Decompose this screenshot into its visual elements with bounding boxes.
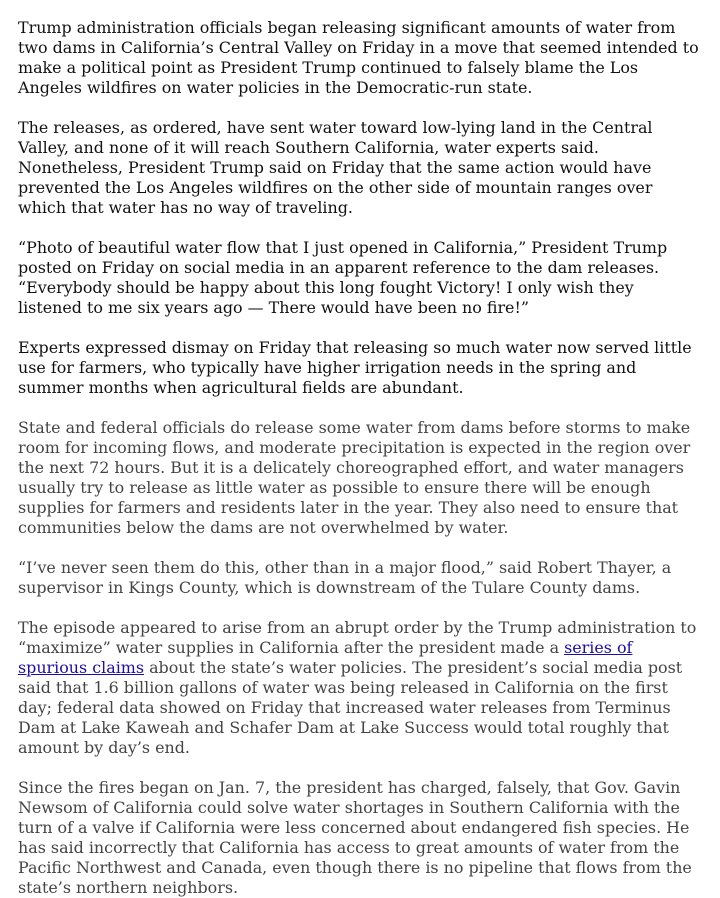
paragraph-5: State and federal officials do release some water from dams before storms to make room for incoming flows, and moderate precipitation is expected in the region over the next 72 hours. But it is a delicately choreographed effort, and water managers usually try to release as little water as possible to ensure there will be enough supplies for farmers and residents later in the year. They also need to ensure that communities below the dams are not overwhelmed by water. (18, 418, 691, 537)
spurious-claims-link[interactable]: series of spurious claims (18, 638, 633, 677)
paragraph-2: The releases, as ordered, have sent water toward low-lying land in the Central Valley, and none of it will reach Southern California, water experts said. Nonetheless, President Trump said on Friday that the same action would have prevented the Los Angeles wildfires on the other side of mountain ranges over which that water has no way of traveling. (18, 118, 653, 217)
paragraph-6: “I’ve never seen them do this, other than in a major flood,” said Robert Thayer, a supervisor in Kings County, which is downstream of the Tulare County dams. (18, 558, 672, 597)
paragraph-7-after-link: about the state’s water policies. The president’s social media post said that 1.6 billion gallons of water was being released in California on the first day; federal data showed on Friday that increased water releases from Terminus Dam at Lake Kaweah and Schafer Dam at Lake Success would total roughly that amount by day’s end. (18, 658, 683, 757)
paragraph-4: Experts expressed dismay on Friday that releasing so much water now served little use for farmers, who typically have higher irrigation needs in the spring and summer months when agricultural fields are abundant. (18, 338, 692, 397)
paragraph-8: Since the fires began on Jan. 7, the president has charged, falsely, that Gov. Gavin Newsom of California could solve water shortages in Southern California with the turn of a valve if California were less concerned about endangered fish species. He has said incorrectly that California has access to great amounts of water from the Pacific Northwest and Canada, even though there is no pipeline that flows from the state’s northern neighbors. (18, 778, 692, 897)
paragraph-1: Trump administration officials began releasing significant amounts of water from two dams in California’s Central Valley on Friday in a move that seemed intended to make a political point as President Trump continued to falsely blame the Los Angeles wildfires on water policies in the Democratic-run state. (18, 18, 699, 97)
paragraph-3: “Photo of beautiful water flow that I just opened in California,” President Trump posted on Friday on social media in an apparent reference to the dam releases. “Everybody should be happy about this long fought Victory! I only wish they listened to me six years ago — There would have been no fire!” (18, 238, 668, 317)
paragraph-7-before-link: The episode appeared to arise from an abrupt order by the Trump administration to “maximize” water supplies in California after the president made a (18, 618, 697, 657)
paragraph-7 (18, 618, 702, 758)
